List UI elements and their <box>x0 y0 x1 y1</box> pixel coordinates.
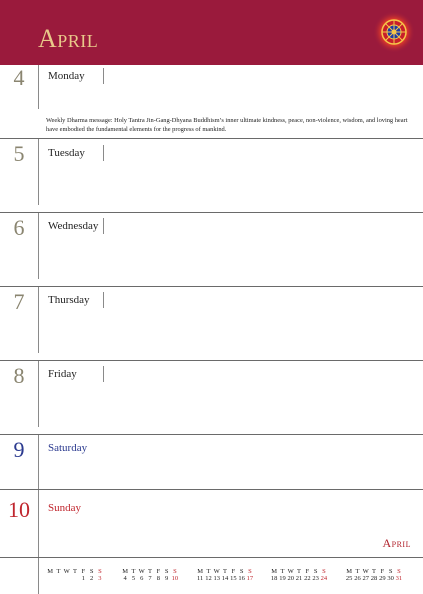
day-name: Friday <box>48 368 77 380</box>
day-row-wednesday <box>0 213 423 287</box>
header-bar <box>0 0 423 65</box>
day-name: Saturday <box>48 442 88 454</box>
day-row-saturday <box>0 435 423 490</box>
divider-tick <box>103 68 104 84</box>
divider-line <box>38 213 39 279</box>
dharma-wheel-emblem <box>373 11 415 53</box>
day-name: Wednesday <box>48 220 99 232</box>
day-row-tuesday <box>0 139 423 213</box>
day-number: 9 <box>13 437 25 462</box>
month-title: April <box>38 24 99 53</box>
day-number: 6 <box>13 215 25 240</box>
divider-tick <box>103 145 104 161</box>
day-number: 8 <box>13 363 25 388</box>
mini-calendar-week-2 <box>121 568 179 582</box>
divider-tick <box>103 218 104 234</box>
weekday-header: M T W T F S S <box>346 568 401 575</box>
day-name: Thursday <box>48 294 90 306</box>
day-row-sunday <box>0 490 423 558</box>
weekday-header: M T W T F S S <box>47 568 102 575</box>
day-number: 4 <box>13 65 25 90</box>
divider-tick <box>103 366 104 382</box>
mini-calendar-week-3 <box>196 568 254 582</box>
footer-divider-line <box>38 558 39 594</box>
weekday-header: M T W T F S S <box>122 568 177 575</box>
divider-line <box>38 65 39 109</box>
day-number: 10 <box>8 497 30 522</box>
day-row-thursday <box>0 287 423 361</box>
weekday-header: M T W T F S S <box>271 568 326 575</box>
date-row: 18 19 20 21 22 23 24 <box>270 575 328 582</box>
divider-line <box>38 139 39 205</box>
mini-calendar-week-4 <box>270 568 328 582</box>
divider-line <box>38 435 39 489</box>
footer-month-label: April <box>382 536 411 550</box>
day-row-friday <box>0 361 423 435</box>
weekday-header: M T W T F S S <box>197 568 252 575</box>
date-row: 11 12 13 14 15 16 17 <box>197 575 254 582</box>
day-name: Tuesday <box>48 147 85 159</box>
divider-line <box>38 361 39 427</box>
day-name: Monday <box>48 70 85 82</box>
mini-calendar-week-5 <box>345 568 403 582</box>
divider-line <box>38 287 39 353</box>
divider-tick <box>103 292 104 308</box>
date-row: 25 26 27 28 29 30 31 <box>345 575 403 582</box>
day-number: 7 <box>13 289 25 314</box>
mini-calendar-week-1 <box>46 568 104 582</box>
day-name: Sunday <box>48 502 81 514</box>
weekly-dharma-message: Weekly Dharma message: Holy Tantra Jin-Gang-Dhyana Buddhism’s inner ultimate kindness, peace, non-violence, wisdom, and loving heart have embodied the fundamental elements for the progress of mankind. <box>46 117 408 133</box>
day-number: 5 <box>13 141 25 166</box>
date-row: 4 5 6 7 8 9 10 <box>123 575 179 582</box>
date-row: 1 2 3 <box>81 575 102 582</box>
divider-line <box>38 490 39 557</box>
